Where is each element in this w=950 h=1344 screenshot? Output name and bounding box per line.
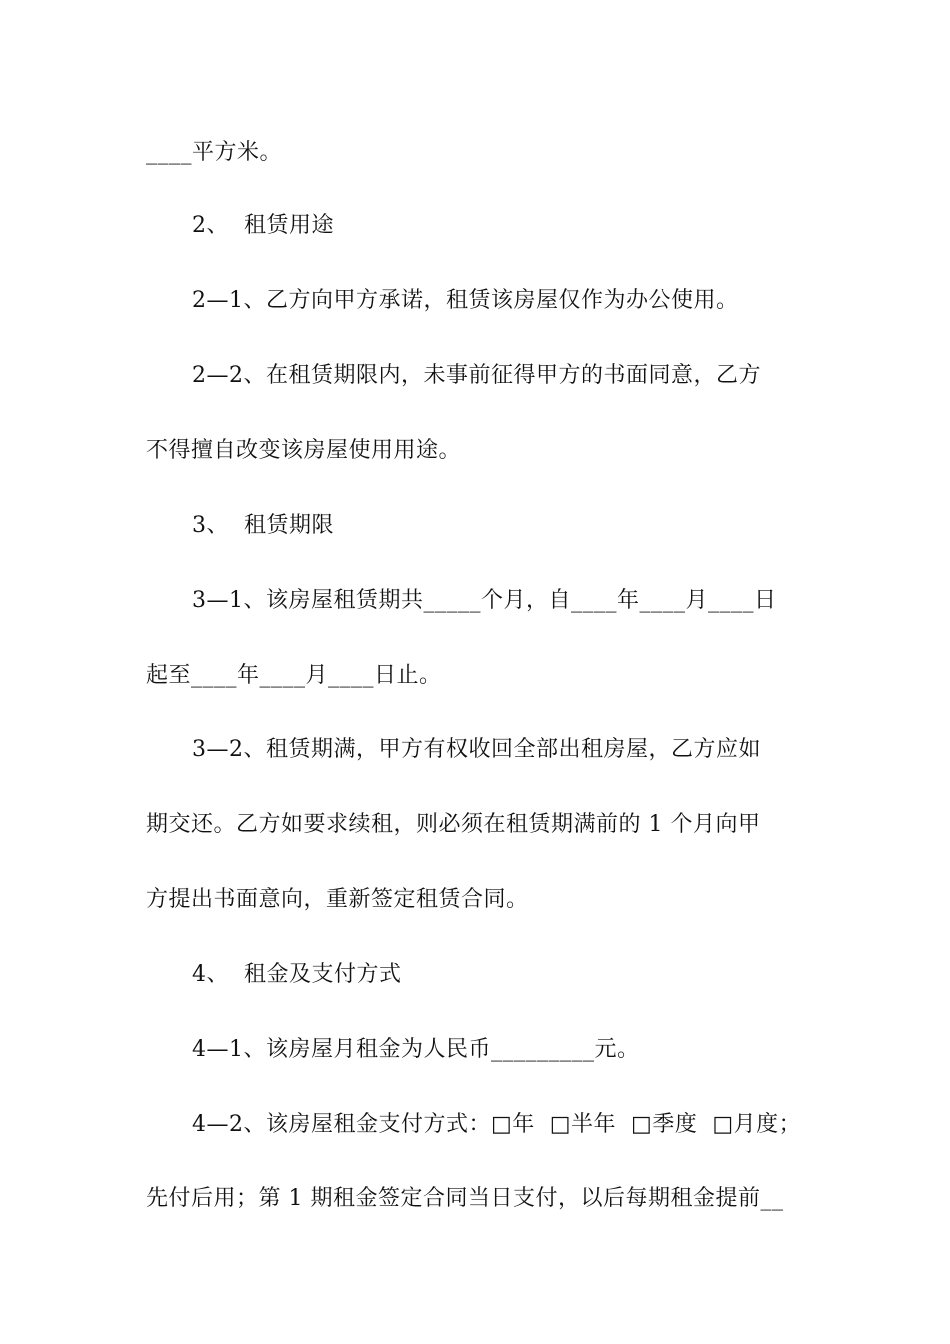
clause-2-1: 2—1、乙方向甲方承诺，租赁该房屋仅作为办公使用。 [192,288,739,313]
clause-4-2-line-1: 4—2、该房屋租金支付方式：□年 □半年 □季度 □月度； [192,1112,802,1137]
clause-4-1: 4—1、该房屋月租金为人民币_________元。 [192,1037,640,1062]
clause-3-1-line-1: 3—1、该房屋租赁期共_____个月，自____年____月____日 [192,588,777,613]
clause-2-2-line-1: 2—2、在租赁期限内，未事前征得甲方的书面同意，乙方 [192,363,761,388]
section-heading-lease-purpose: 2、 租赁用途 [192,213,334,238]
clause-3-2-line-3: 方提出书面意向，重新签定租赁合同。 [146,887,529,912]
clause-3-2-line-1: 3—2、租赁期满，甲方有权收回全部出租房屋，乙方应如 [192,737,761,762]
clause-2-2-line-2: 不得擅自改变该房屋使用用途。 [146,438,462,463]
clause-3-1-line-2: 起至____年____月____日止。 [146,663,442,688]
section-heading-rent-payment: 4、 租金及支付方式 [192,962,402,987]
clause-3-2-line-2: 期交还。乙方如要求续租，则必须在租赁期满前的 1 个月向甲 [146,812,761,837]
section-heading-lease-term: 3、 租赁期限 [192,513,334,538]
clause-4-2-line-2: 先付后用；第 1 期租金签定合同当日支付，以后每期租金提前__ [146,1186,784,1211]
text-line-area-unit: ____平方米。 [146,140,283,165]
